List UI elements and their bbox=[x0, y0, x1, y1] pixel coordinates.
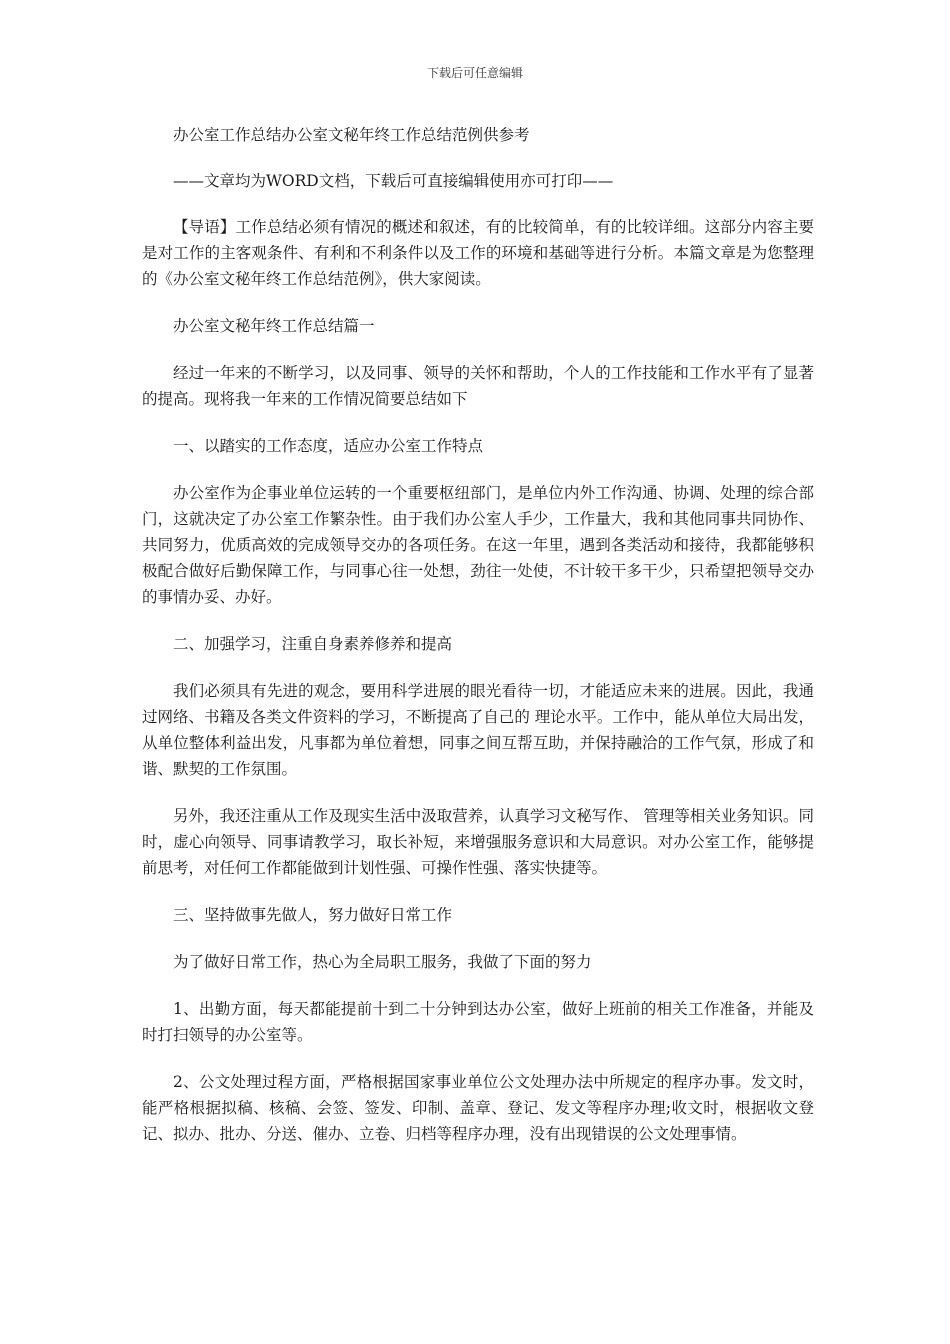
paragraph: 办公室作为企事业单位运转的一个重要枢纽部门，是单位内外工作沟通、协调、处理的综合部门，这就决定了办公室工作繁杂性。由于我们办公室人手少，工作量大，我和其他同事共同协作、共同努力，优质高效的完成领导交办的各项任务。在这一年里，遇到各类活动和接待，我都能够积极配合做好后勤保障工作，与同事心往一处想，劲往一处使，不计较干多干少，只希望把领导交办的事情办妥、办好。 bbox=[142, 484, 814, 606]
document-subtitle: ——文章均为WORD文档，下载后可直接编辑使用亦可打印—— bbox=[173, 172, 614, 190]
section-heading: 办公室文秘年终工作总结篇一 bbox=[173, 317, 375, 335]
document-body bbox=[142, 122, 814, 1168]
section-heading: 三、坚持做事先做人，努力做好日常工作 bbox=[173, 906, 453, 924]
paragraph: 1、出勤方面，每天都能提前十到二十分钟到达办公室，做好上班前的相关工作准备，并能及时打扫领导的办公室等。 bbox=[142, 1000, 814, 1044]
paragraph-intro: 【导语】工作总结必须有情况的概述和叙述，有的比较简单，有的比较详细。这部分内容主要是对工作的主客观条件、有利和不利条件以及工作的环境和基础等进行分析。本篇文章是为您整理的《办公室文秘年终工作总结范例》，供大家阅读。 bbox=[142, 218, 814, 288]
document-title: 办公室工作总结办公室文秘年终工作总结范例供参考 bbox=[173, 126, 530, 144]
section-heading: 一、以踏实的工作态度，适应办公室工作特点 bbox=[173, 437, 484, 455]
paragraph: 2、公文处理过程方面，严格根据国家事业单位公文处理办法中所规定的程序办事。发文时，能严格根据拟稿、核稿、会签、签发、印制、盖章、登记、发文等程序办理;收文时，根据收文登记、拟办、批办、分送、催办、立卷、归档等程序办理，没有出现错误的公文处理事情。 bbox=[142, 1073, 814, 1143]
header-note: 下载后可任意编辑 bbox=[426, 66, 523, 80]
paragraph: 经过一年来的不断学习，以及同事、领导的关怀和帮助，个人的工作技能和工作水平有了显著的提高。现将我一年来的工作情况简要总结如下 bbox=[142, 364, 814, 408]
paragraph: 另外，我还注重从工作及现实生活中汲取营养，认真学习文秘写作、 管理等相关业务知识。同时，虚心向领导、同事请教学习，取长补短，来增强服务意识和大局意识。对办公室工作，能够提前思考，对任何工作都能做到计划性强、可操作性强、落实快捷等。 bbox=[142, 807, 814, 877]
section-heading: 二、加强学习，注重自身素养修养和提高 bbox=[173, 635, 453, 653]
paragraph: 为了做好日常工作，热心为全局职工服务，我做了下面的努力 bbox=[173, 953, 592, 971]
paragraph: 我们必须具有先进的观念，要用科学进展的眼光看待一切，才能适应未来的进展。因此，我通过网络、书籍及各类文件资料的学习，不断提高了自己的 理论水平。工作中，能从单位大局出发，从单位整体利益出发，凡事都为单位着想，同事之间互帮互助，并保持融洽的工作气氛，形成了和谐、默契的工作氛围。 bbox=[142, 682, 814, 778]
